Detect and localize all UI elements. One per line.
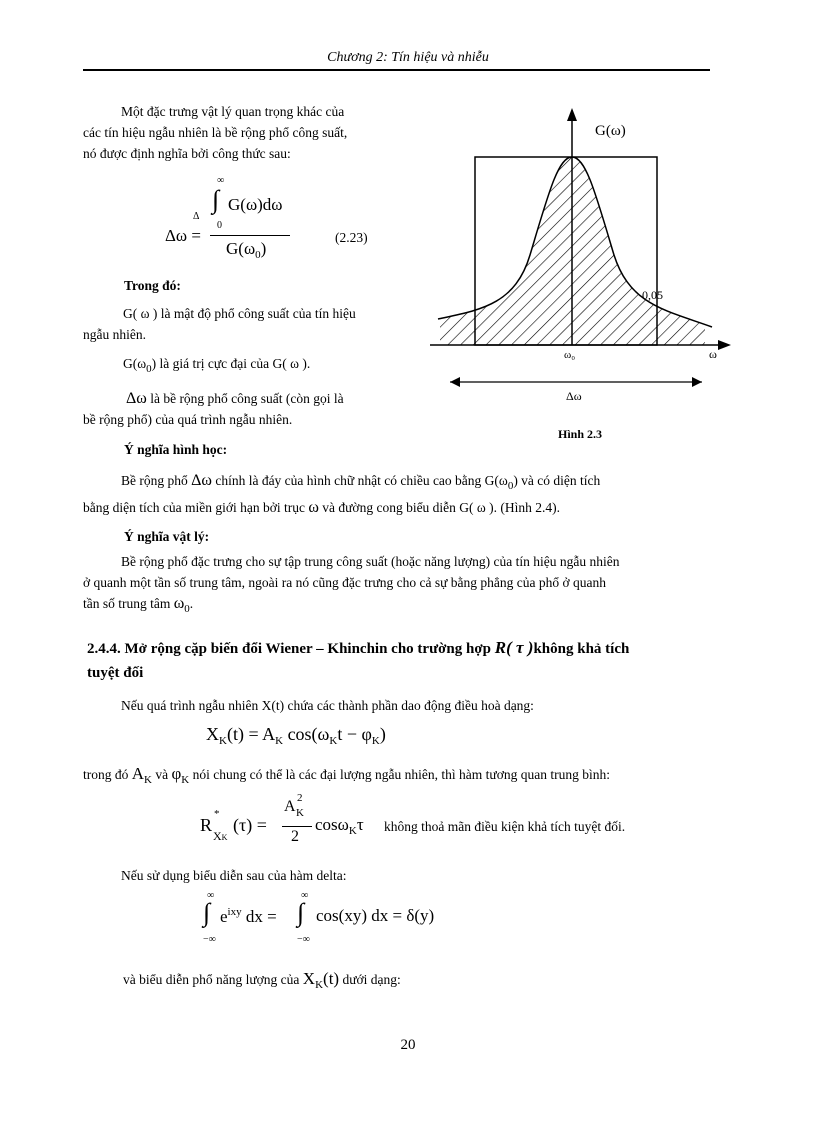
intro-line-2: các tín hiệu ngẫu nhiên là bề rộng phổ công suất, [83,125,348,140]
width-arrow-right [692,377,702,387]
equation-2-23 [160,175,390,270]
body2-line4: và biểu diễn phổ năng lượng của $X_K(t)$ dưới dạng: [123,969,401,991]
page-number: 20 [400,1037,416,1053]
header-rule [83,69,710,71]
eq-integral-sign: ∫ [212,185,220,214]
section-heading: 2.4.4. Mở rộng cặp biến đổi Wiener – Khinchin cho trường hợp R( τ )không khả tích tuyệt đối [87,638,630,681]
equation-r-star: R * XK (τ) = A 2 K 2 cosω$_K$τ không thoả mãn điều kiện khả tích tuyệt đối. [200,792,626,845]
body2-line3: Nếu sử dụng biểu diễn sau của hàm delta: [121,868,347,883]
where-label: Trong đó: [124,278,181,293]
width-arrow-left [450,377,460,387]
y-axis-label: G(ω) [595,123,626,139]
body2-line1: Nếu quá trình ngẫu nhiên X(t) chứa các thành phần dao động điều hoà dạng: [121,698,534,713]
eq-delta-mark: Δ [193,211,200,222]
level-label: 0,05 [642,288,663,302]
phys-paragraph: Bề rộng phổ đặc trưng cho sự tập trung công suất (hoặc năng lượng) của tín hiệu ngẫu nhiên ở quanh một tần số trung tâm, ngoài ra nó cũng đặc trưng cho cả sự bằng phẳng của phổ ở quanh tần số trung tâm $\omega_0$. [83,554,620,615]
def-g: G( ω ) là mật độ phổ công suất của tín hiệu ngẫu nhiên. [83,306,356,342]
def-g0: $G(\omega_0)$ là giá trị cực đại của G( ω ). [123,356,311,375]
eq-int-upper: ∞ [217,175,225,186]
intro-line-3: nó được định nghĩa bởi công thức sau: [83,146,291,161]
figure-2-3 [420,105,740,445]
equation-delta: ∞ ∫ −∞ $e^{ixy}$ dx = ∞ ∫ −∞ cos(xy) dx = δ(y) [203,890,435,945]
geom-title: Ý nghĩa hình học: [124,442,228,457]
eq-fraction-bar [210,235,290,236]
eq-number: (2.23) [335,230,368,245]
hatched-area [440,145,710,345]
def-dw: Δω là bề rộng phổ công suất (còn gọi là bề rộng phổ) của quá trình ngẫu nhiên. [83,390,344,427]
body2-line2: trong đó $A_K$ và $\varphi_K$ nói chung có thể là các đại lượng ngẫu nhiên, thì hàm tương quan trung bình: [83,764,610,786]
omega-label: ω [709,347,717,361]
geom-paragraph: Bề rộng phổ Δω chính là đáy của hình chữ nhật có chiều cao bằng $G(\omega_0)$ và có diện tích bằng diện tích của miền giới hạn bởi trục ω và đường cong biểu diễn G( ω ). (Hình 2.4). [83,472,601,516]
omega0-label: ω₀ [564,349,576,361]
y-axis-arrow [567,108,577,121]
equation-xk: $X_K(t) = A_K$ $\cos(\omega_Kt - \varphi_K)$ [206,724,386,747]
eq-denominator: $G(\omega_0)$ [226,239,267,261]
width-label: Δω [566,389,582,403]
phys-title: Ý nghĩa vật lý: [124,529,210,544]
intro-paragraph [83,101,413,164]
eq-lhs: Δω = [165,226,201,245]
eq-numerator: G(ω)dω [228,195,283,214]
x-axis-arrow [718,340,731,350]
figure-caption: Hình 2.3 [558,427,603,441]
eq-int-lower: 0 [217,220,222,231]
running-header: Chương 2: Tín hiệu và nhiễu [327,50,489,65]
intro-line-1: Một đặc trưng vật lý quan trọng khác của [121,104,345,119]
